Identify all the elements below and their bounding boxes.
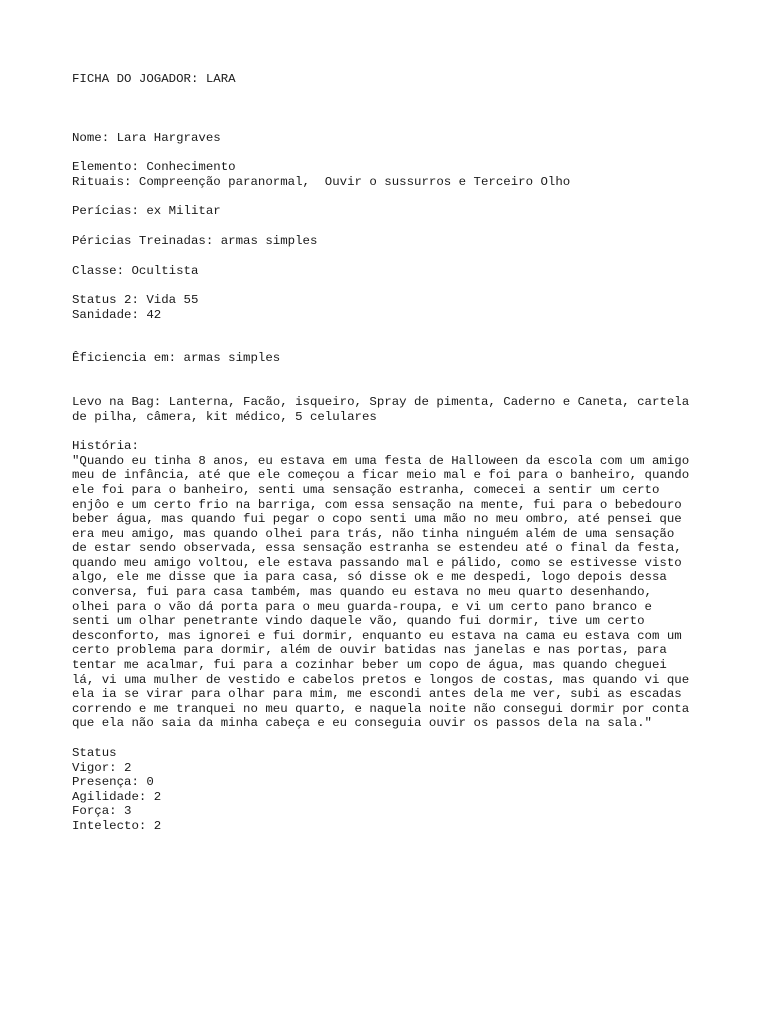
history-line: correndo e me tranquei no meu quarto, e naquela noite não consegui dormir por conta bbox=[72, 701, 690, 716]
history-line: "Quando eu tinha 8 anos, eu estava em uma festa de Halloween da escola com um amigo bbox=[72, 453, 690, 468]
status-strength: Força: 3 bbox=[72, 804, 132, 819]
document-page bbox=[72, 72, 712, 834]
history-line: de estar sendo observada, essa sensação estranha se estendeu até o final da festa, bbox=[72, 541, 682, 556]
history-line: meu de infância, até que ele começou a ficar meio mal e foi para o banheiro, quando bbox=[72, 468, 690, 483]
sanity-field: Sanidade: 42 bbox=[72, 307, 162, 322]
spacer bbox=[72, 219, 712, 234]
life-field: Status 2: Vida 55 bbox=[72, 293, 199, 308]
history-line: olhei para o vão dá porta para o meu guarda-roupa, e vi um certo pano branco e bbox=[72, 599, 652, 614]
element-field: Elemento: Conhecimento bbox=[72, 160, 236, 175]
skills-field: Perícias: ex Militar bbox=[72, 204, 221, 219]
status-agility: Agilidade: 2 bbox=[72, 789, 162, 804]
status-intellect: Intelecto: 2 bbox=[72, 818, 162, 833]
history-line: desconforto, mas ignorei e fui dormir, enquanto eu estava na cama eu estava com um bbox=[72, 628, 682, 643]
history-line: enjôo e um certo frio na barriga, com essa sensação na mente, fui para o bebedouro bbox=[72, 497, 682, 512]
bag-line: de pilha, câmera, kit médico, 5 celulares bbox=[72, 409, 377, 424]
rituals-field: Rituais: Compreenção paranormal, Ouvir o sussurros e Terceiro Olho bbox=[72, 174, 571, 189]
efficiency-field: Êficiencia em: armas simples bbox=[72, 351, 281, 366]
status-vigor: Vigor: 2 bbox=[72, 760, 132, 775]
spacer bbox=[72, 278, 712, 293]
history-line: senti um olhar penetrante vindo daquele vão, quando fui dormir, tive um certo bbox=[72, 614, 645, 629]
history-line: beber água, mas quando fui pegar o copo senti uma mão no meu ombro, até pensei que bbox=[72, 512, 682, 527]
history-line: era meu amigo, mas quando olhei para trás, não tinha ninguém além de uma sensação bbox=[72, 526, 675, 541]
history-line: ele foi para o banheiro, senti uma sensação estranha, comecei a sentir um certo bbox=[72, 482, 660, 497]
history-label: História: bbox=[72, 439, 139, 454]
history-line: que ela não saia da minha cabeça e eu conseguia ouvir os passos dela na sala." bbox=[72, 716, 652, 731]
spacer bbox=[72, 87, 712, 131]
trained-skills-field: Péricias Treinadas: armas simples bbox=[72, 233, 318, 248]
bag-line: Levo na Bag: Lanterna, Facão, isqueiro, Spray de pimenta, Caderno e Caneta, cartela bbox=[72, 394, 690, 409]
spacer bbox=[72, 366, 712, 395]
history-line: ela ia se virar para olhar para mim, me escondi antes dela me ver, subi as escadas bbox=[72, 687, 682, 702]
history-line: quando meu amigo voltou, ele estava passando mal e pálido, como se estivesse visto bbox=[72, 555, 682, 570]
spacer bbox=[72, 322, 712, 351]
history-line: certo problema para dormir, além de ouvir batidas nas janelas e nas portas, para bbox=[72, 643, 667, 658]
spacer bbox=[72, 249, 712, 264]
spacer bbox=[72, 731, 712, 746]
spacer bbox=[72, 145, 712, 160]
history-line: tentar me acalmar, fui para a cozinhar beber um copo de água, mas quando cheguei bbox=[72, 658, 667, 673]
spacer bbox=[72, 189, 712, 204]
spacer bbox=[72, 424, 712, 439]
document-title: FICHA DO JOGADOR: LARA bbox=[72, 72, 236, 86]
history-line: lá, vi uma mulher de vestido e cabelos pretos e longos de costas, mas quando vi que bbox=[72, 672, 690, 687]
status-presence: Presença: 0 bbox=[72, 775, 154, 790]
status-label: Status bbox=[72, 746, 117, 760]
class-field: Classe: Ocultista bbox=[72, 263, 199, 278]
history-line: algo, ele me disse que ia para casa, só disse ok e me despedi, logo depois dessa bbox=[72, 570, 667, 585]
history-line: conversa, fui para casa também, mas quando eu estava no meu quarto desenhando, bbox=[72, 585, 652, 600]
name-field: Nome: Lara Hargraves bbox=[72, 130, 221, 145]
